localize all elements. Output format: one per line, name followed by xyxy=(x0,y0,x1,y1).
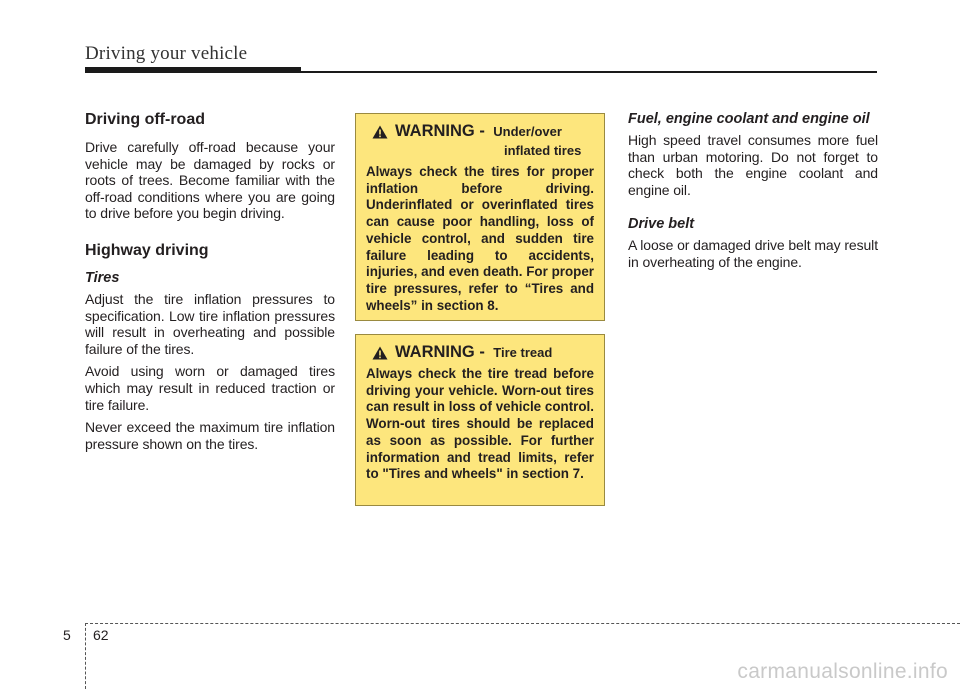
warning-box-tread xyxy=(355,334,605,506)
chapter-number: 5 xyxy=(63,627,71,643)
warning-label: WARNING - xyxy=(395,343,485,361)
warning-subject: Tire tread xyxy=(493,345,553,360)
left-column xyxy=(85,111,335,458)
offroad-heading: Driving off-road xyxy=(85,111,205,128)
header-rule-thick xyxy=(85,67,301,73)
offroad-text: Drive carefully off-road because your vehicle may be damaged by rocks or roots of trees. Become familiar with the off-road conditions where you are going to drive before you begin driving. xyxy=(85,139,335,222)
warning-text: Always check the tire tread before driving your vehicle. Worn-out tires can result in loss of vehicle control. Worn-out tires should be replaced as soon as possible. For further information and tread limits, refer to "Tires and wheels" in section 7. xyxy=(366,366,594,482)
fuel-text: High speed travel consumes more fuel than urban motoring. Do not forget to check both the engine coolant and engine oil. xyxy=(628,132,878,198)
fuel-subheading: Fuel, engine coolant and engine oil xyxy=(628,111,870,127)
warning-label: WARNING - xyxy=(395,122,485,140)
tires-paragraph-3: Never exceed the maximum tire inflation pressure shown on the tires. xyxy=(85,419,335,452)
tires-paragraph-1: Adjust the tire inflation pressures to specification. Low tire inflation pressures will result in overheating and possible failure of the tires. xyxy=(85,290,335,357)
header-rule-thin xyxy=(301,71,877,73)
footer-divider xyxy=(85,623,86,689)
footer-rule xyxy=(85,623,960,624)
watermark: carmanualsonline.info xyxy=(737,660,948,683)
tires-subheading: Tires xyxy=(85,269,120,286)
page-header-title: Driving your vehicle xyxy=(85,43,248,64)
warning-subject-line2: inflated tires xyxy=(504,143,582,158)
warning-subject: Under/over xyxy=(493,124,562,139)
belt-subheading: Drive belt xyxy=(628,216,695,233)
tires-paragraph-2: Avoid using worn or damaged tires which may result in reduced traction or tire failure. xyxy=(85,363,335,413)
warning-text: Always check the tires for proper inflation before driving. Underinflated or overinflated tires can cause poor handling, loss of vehicle control, and sudden tire failure leading to accidents, injuries, and even death. For proper tire pressures, refer to “Tires and wheels” in section 8. xyxy=(366,164,594,313)
warning-header xyxy=(366,343,594,362)
highway-heading: Highway driving xyxy=(85,241,209,259)
warning-triangle-icon xyxy=(372,125,388,139)
right-column xyxy=(628,111,878,277)
page-number: 62 xyxy=(93,627,109,643)
warning-box-inflation xyxy=(355,113,605,321)
warning-triangle-icon xyxy=(372,346,388,360)
belt-text: A loose or damaged drive belt may result in overheating of the engine. xyxy=(628,237,878,270)
warning-header xyxy=(366,122,594,141)
